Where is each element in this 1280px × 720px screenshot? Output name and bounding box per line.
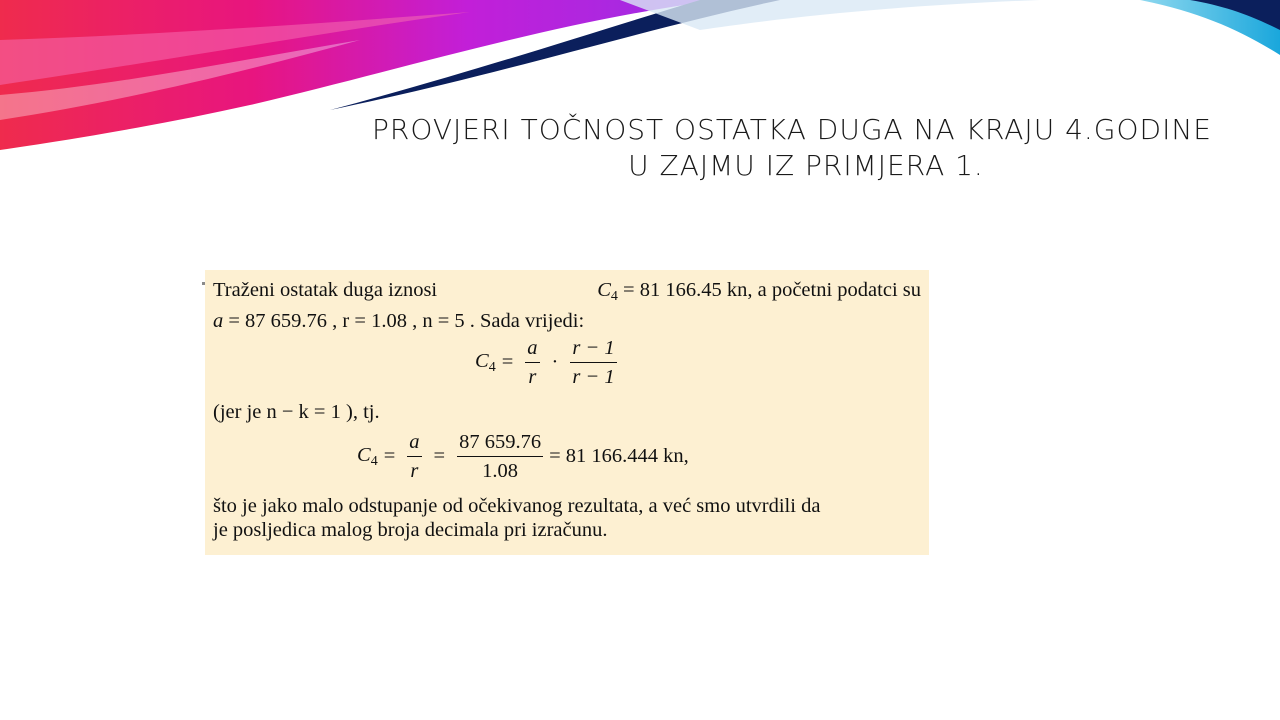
eq2-result: = 81 166.444 kn, bbox=[549, 445, 689, 467]
intro-line2: = 87 659.76 , r = 1.08 , n = 5 . Sada vrijedi: bbox=[228, 310, 585, 332]
eq2-num2: 87 659.76 bbox=[457, 430, 543, 457]
paragraph-note: (jer je n − k = 1 ), tj. bbox=[213, 401, 380, 423]
eq2-lhs-sub: 4 bbox=[370, 453, 378, 469]
eq2-fraction-values bbox=[457, 430, 543, 483]
eq2-fraction-a-r bbox=[407, 430, 421, 483]
equation-1 bbox=[475, 336, 623, 389]
eq2-equals-2: = bbox=[433, 445, 446, 467]
eq1-den1: r bbox=[528, 366, 537, 388]
solution-image-box bbox=[205, 270, 929, 555]
eq2-equals-1: = bbox=[383, 445, 396, 467]
intro-value: = 81 166.45 kn, a početni podatci su bbox=[623, 279, 921, 301]
eq1-den2: r − 1 bbox=[572, 366, 615, 388]
paragraph-conclusion bbox=[213, 494, 921, 542]
eq1-equals: = bbox=[501, 351, 514, 373]
conclusion-line-1: što je jako malo odstupanje od očekivanog rezultata, a već smo utvrdili da bbox=[213, 495, 821, 517]
title-line-1: PROVJERI TOČNOST OSTATKA DUGA NA KRAJU 4.GODINE bbox=[371, 113, 1212, 146]
intro-c4-sub: 4 bbox=[610, 289, 618, 304]
eq1-lhs: $C_4$ bbox=[475, 349, 496, 375]
eq2-lhs: $C_4$ bbox=[357, 443, 378, 469]
eq1-fraction-r bbox=[570, 336, 616, 389]
eq2-den2: 1.08 bbox=[482, 460, 518, 482]
eq2-den1: r bbox=[410, 460, 419, 482]
intro-c4: $C_4 = 81$ 166.45 kn, a početni podatci su bbox=[597, 279, 921, 304]
equation-2 bbox=[357, 430, 689, 483]
eq1-num2: r − 1 bbox=[570, 336, 616, 363]
bullet-dot bbox=[202, 282, 205, 285]
var-a: a bbox=[213, 310, 224, 332]
eq1-num1: a bbox=[525, 336, 539, 363]
eq2-num1: a bbox=[407, 430, 421, 457]
title-line-2: U ZAJMU IZ PRIMJERA 1. bbox=[628, 149, 984, 182]
conclusion-line-2: je posljedica malog broja decimala pri izračunu. bbox=[213, 519, 608, 541]
eq1-lhs-sub: 4 bbox=[488, 359, 496, 375]
paragraph-intro bbox=[213, 278, 921, 333]
eq1-dot: · bbox=[551, 351, 559, 373]
slide-title bbox=[300, 112, 1212, 184]
intro-text: Traženi ostatak duga iznosi bbox=[213, 279, 438, 301]
eq1-fraction-a-r bbox=[525, 336, 539, 389]
